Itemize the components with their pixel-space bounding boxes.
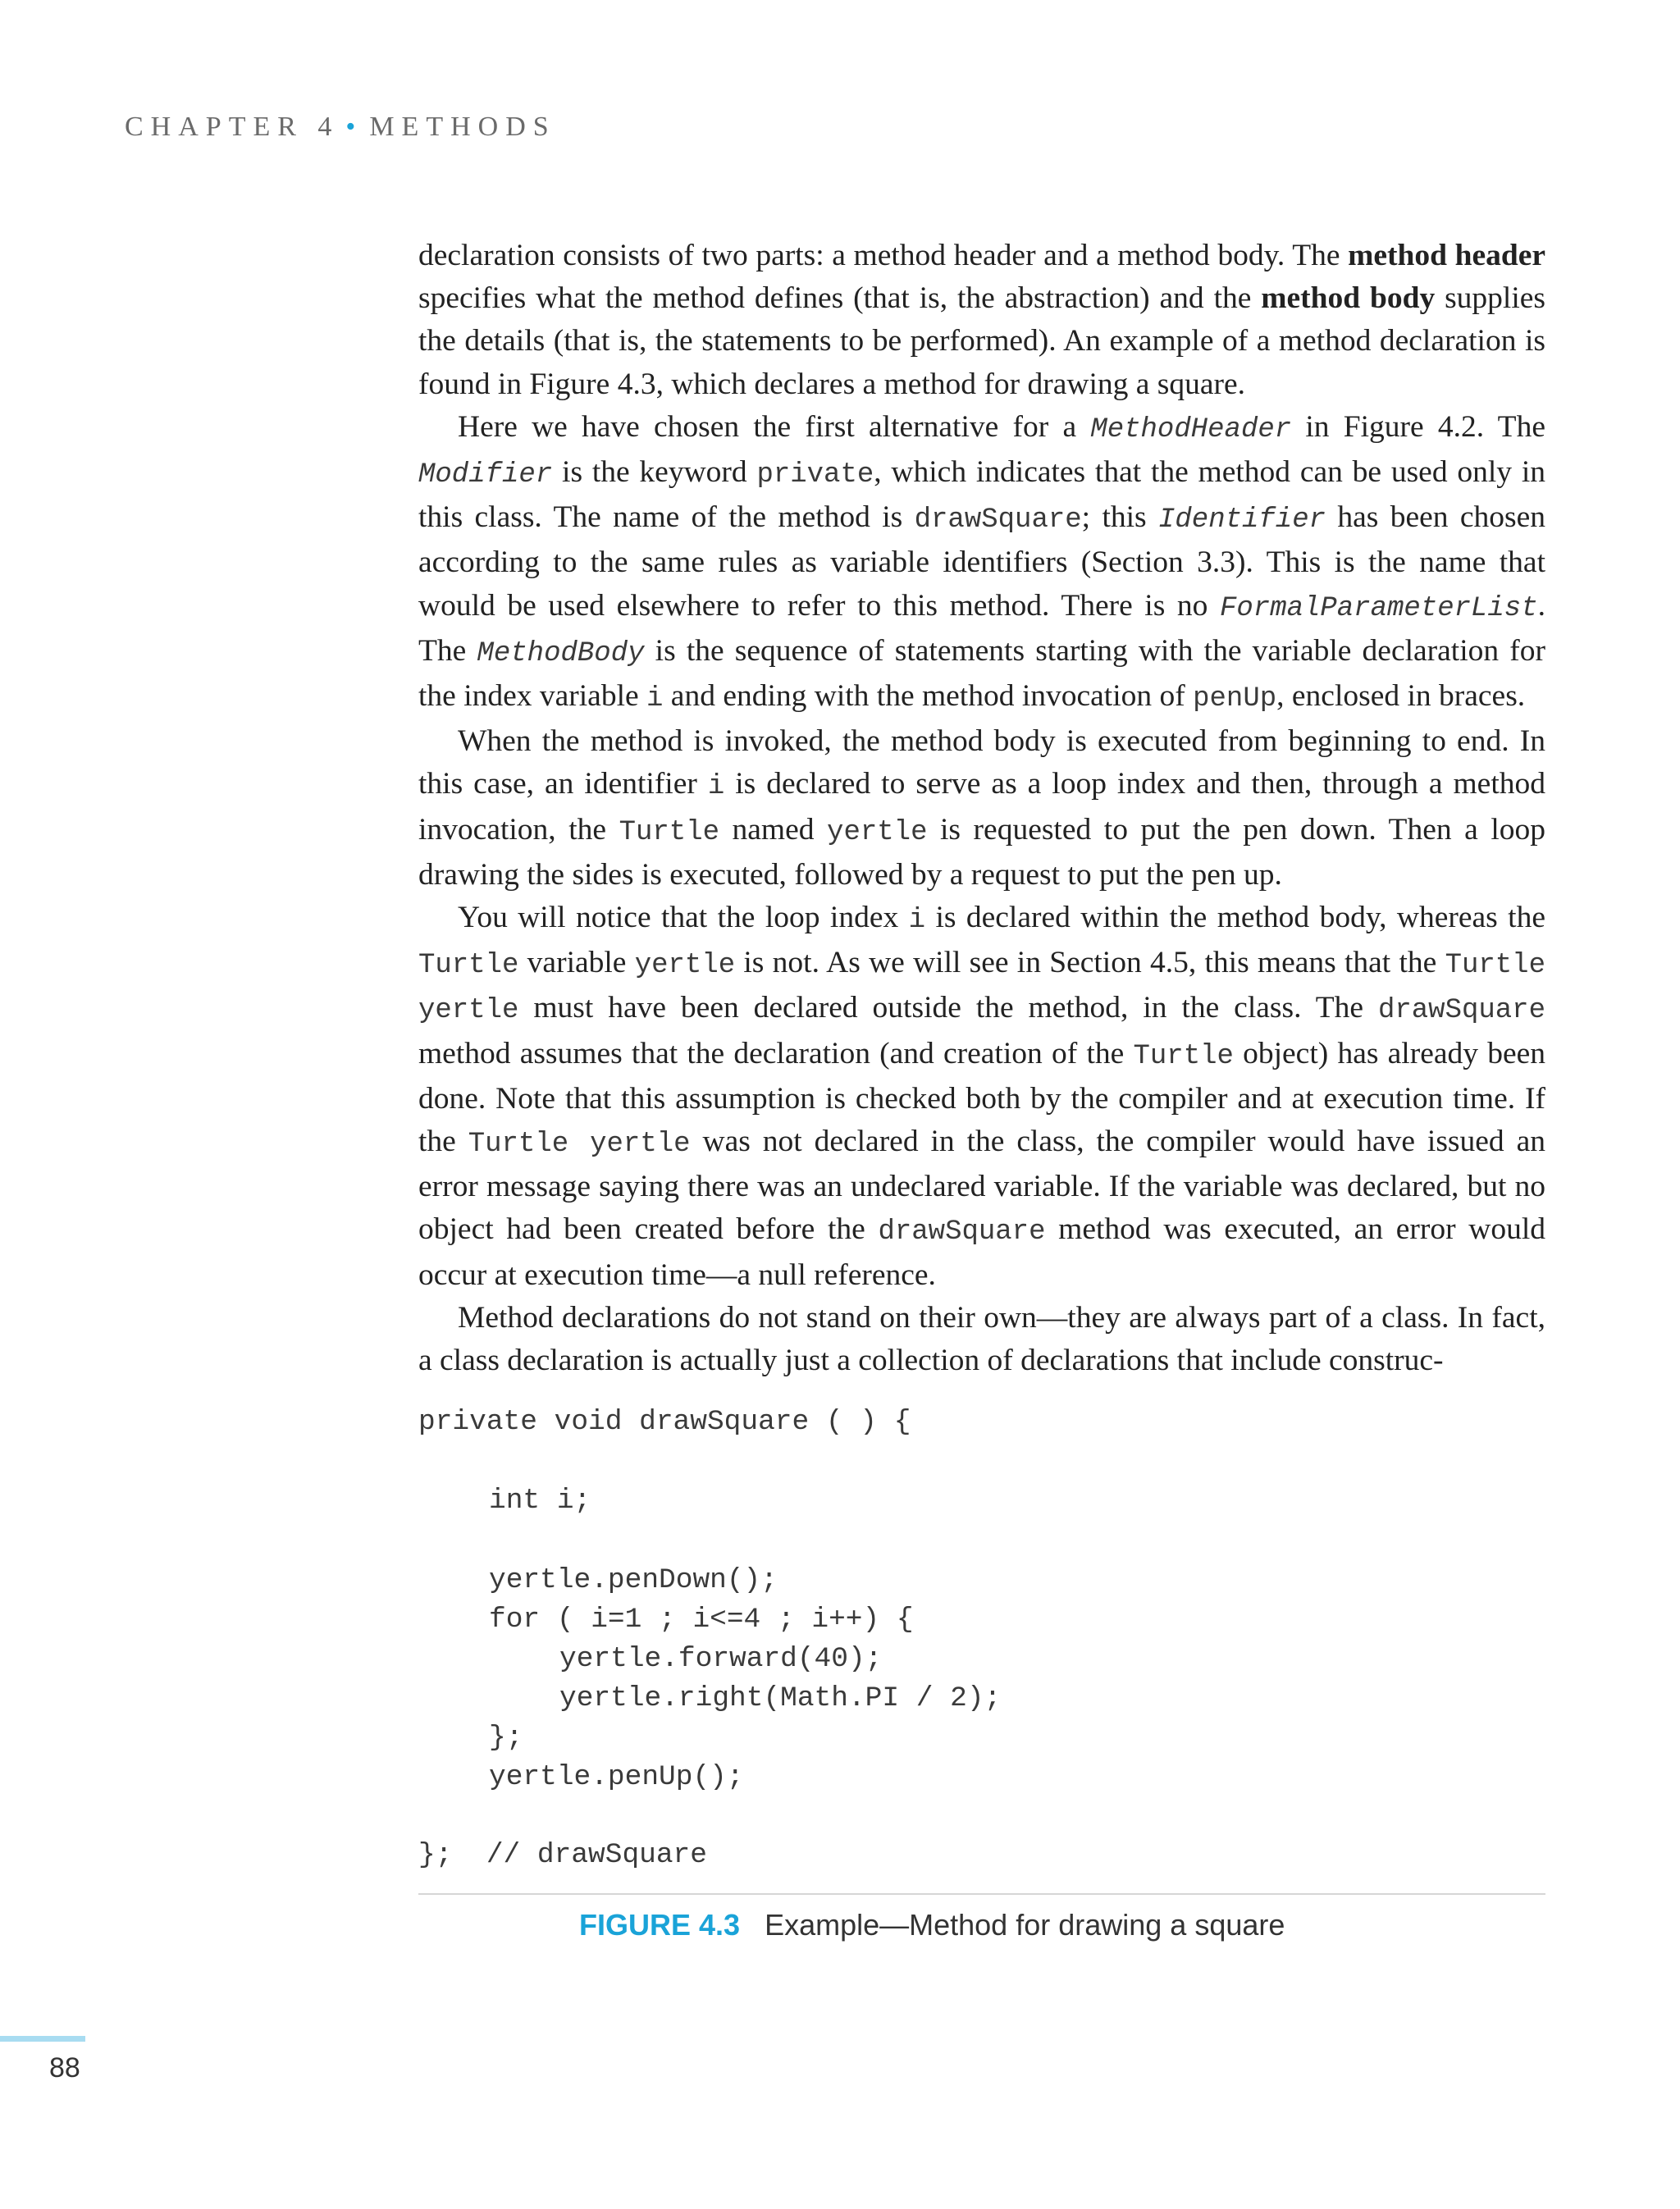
text-run: Here we have chosen the first alternative for a: [458, 409, 1091, 444]
code-term: drawSquare: [1377, 995, 1545, 1027]
text-run: is requested to put the pen down. Then a loop drawing the sides is executed, followed by a request to put the pen up.: [418, 812, 1546, 892]
paragraph-4: [418, 897, 1545, 1297]
figure-caption-text: Example—Method for drawing a square: [765, 1908, 1285, 1942]
code-line: yertle.right(Math.PI / 2);: [559, 1682, 1002, 1714]
text-run: named: [719, 812, 828, 847]
text-run: in Figure 4.2. The: [1291, 409, 1545, 444]
code-term: Turtle: [619, 816, 719, 848]
text-run: has been chosen according to the same rules as variable identifiers (Section 3.3). This is the name that would be used elsewhere to refer to this method. There is no: [418, 500, 1545, 623]
code-term: penUp: [1193, 683, 1277, 715]
page-number-bar: [0, 2036, 85, 2042]
code-term: MethodHeader: [1090, 413, 1292, 445]
code-line: yertle.penDown();: [489, 1564, 778, 1596]
text-run: declaration consists of two parts: a method header and a method body. The: [418, 239, 1349, 272]
text-run: variable: [518, 946, 635, 980]
code-term: Turtle yertle: [418, 950, 1545, 1027]
code-term: Identifier: [1157, 504, 1326, 536]
text-run: method was executed, an error would occur at execution time—a null reference.: [418, 1212, 1545, 1292]
code-term: MethodBody: [477, 637, 645, 669]
text-run: You will notice that the loop index: [458, 901, 909, 935]
term-method-body: method body: [1261, 281, 1436, 316]
chapter-label: CHAPTER 4: [125, 112, 340, 142]
code-term: i: [646, 683, 664, 715]
running-head: [125, 112, 556, 143]
code-term: Turtle: [1133, 1040, 1234, 1072]
code-line: }; // drawSquare: [418, 1839, 707, 1871]
code-term: Modifier: [418, 459, 553, 491]
code-term: yertle: [827, 816, 928, 848]
text-run: was not declared in the class, the compiler would have issued an error message saying there was an undeclared variable. If the variable was declared, but no object had been created before the: [418, 1125, 1545, 1247]
code-line: yertle.forward(40);: [559, 1643, 883, 1675]
text-run: object) has already been done. Note that this assumption is checked both by the compiler and at execution time. If the: [418, 1036, 1546, 1159]
figure-caption: [579, 1908, 1285, 1942]
chapter-title: METHODS: [369, 112, 556, 142]
text-run: . The: [418, 588, 1545, 668]
code-line: for ( i=1 ; i<=4 ; i++) {: [489, 1604, 914, 1636]
figure-rule: [418, 1893, 1545, 1895]
paragraph-5: [418, 1297, 1545, 1382]
body-text: [418, 235, 1545, 1382]
code-term: drawSquare: [878, 1216, 1046, 1248]
code-term: Turtle yertle: [468, 1129, 691, 1161]
text-run: , which indicates that the method can be used only in this class. The name of the method is: [418, 455, 1545, 535]
text-run: specifies what the method defines (that is, the abstraction) and the: [418, 281, 1262, 316]
code-line: int i;: [489, 1485, 591, 1517]
text-run: is declared within the method body, whereas the: [925, 901, 1545, 935]
text-run: is the sequence of statements starting with the variable declaration for the index variable: [418, 633, 1546, 714]
code-term: yertle: [634, 950, 736, 982]
code-term: i: [908, 905, 926, 937]
text-run: is the keyword: [552, 455, 757, 490]
paragraph-1: [418, 235, 1545, 406]
text-run: Method declarations do not stand on their own—they are always part of a class. In fact, a class declaration is actually just a collection of declarations that include construc-: [418, 1300, 1545, 1378]
code-line: private void drawSquare ( ) {: [418, 1406, 911, 1438]
page-number: 88: [49, 2052, 80, 2083]
code-line: yertle.penUp();: [489, 1761, 744, 1793]
text-run: is not. As we will see in Section 4.5, this means that the: [735, 946, 1445, 980]
code-line: };: [489, 1722, 523, 1754]
text-run: ; this: [1081, 500, 1158, 535]
paragraph-3: [418, 720, 1545, 897]
code-term: Turtle: [418, 950, 519, 982]
code-term: drawSquare: [914, 504, 1082, 536]
code-term: FormalParameterList: [1219, 592, 1538, 624]
text-run: method assumes that the declaration (and creation of the: [418, 1036, 1134, 1070]
text-run: supplies the details (that is, the statements to be performed). An example of a method declaration is found in Figure 4.3, which declares a method for drawing a square.: [418, 281, 1546, 401]
running-head-separator: •: [345, 112, 363, 142]
text-run: must have been declared outside the method, in the class. The: [518, 991, 1378, 1025]
code-term: private: [756, 459, 874, 491]
term-method-header: method header: [1348, 239, 1545, 272]
text-run: , enclosed in braces.: [1276, 679, 1526, 714]
text-run: and ending with the method invocation of: [663, 679, 1194, 714]
code-term: i: [707, 771, 725, 803]
paragraph-2: [418, 406, 1545, 720]
text-run: is declared to serve as a loop index and then, through a method invocation, the: [418, 767, 1546, 847]
figure-label: FIGURE 4.3: [579, 1908, 741, 1942]
text-run: When the method is invoked, the method body is executed from beginning to end. In this case, an identifier: [418, 724, 1545, 801]
